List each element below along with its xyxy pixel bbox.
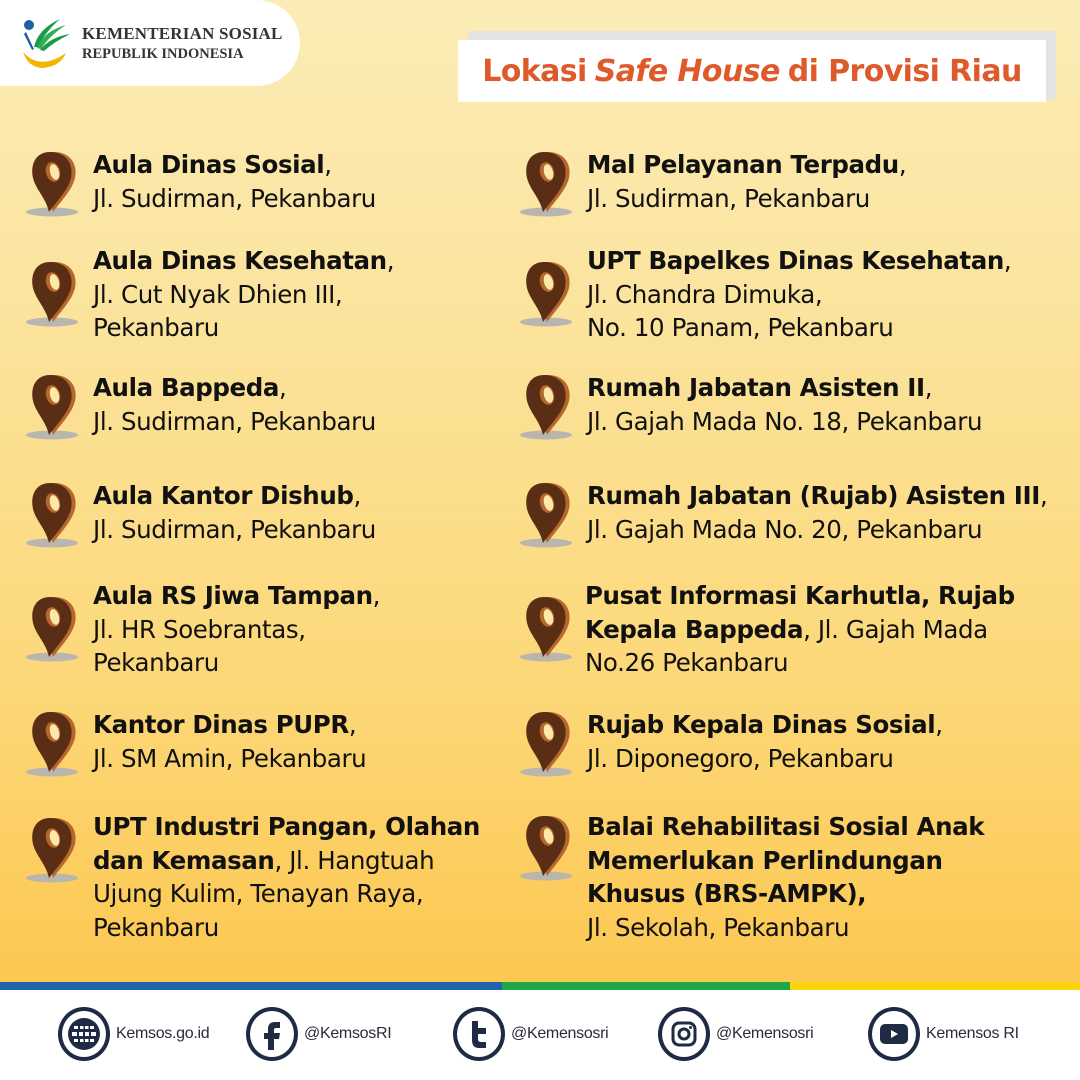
location-name: Aula Dinas Kesehatan [93, 246, 387, 275]
location-address: , Jl. Hangtuah [274, 845, 435, 875]
map-pin-icon [26, 258, 86, 330]
facebook-label: @KemsosRI [304, 1025, 392, 1042]
map-pin-icon [520, 371, 580, 443]
globe-icon [58, 1007, 110, 1061]
title-post: di Provisi Riau [787, 53, 1022, 89]
location-item: Rujab Kepala Dinas Sosial, Jl. Diponegoro, Pekanbaru [520, 708, 943, 780]
location-address: Pekanbaru [93, 912, 219, 942]
title-pre: Lokasi [482, 53, 587, 89]
location-address: Jl. Sudirman, Pekanbaru [93, 514, 376, 544]
location-address: Jl. SM Amin, Pekanbaru [93, 743, 367, 773]
location-item [520, 579, 1015, 680]
location-item [520, 810, 984, 944]
location-item: Aula Bappeda, Jl. Sudirman, Pekanbaru [26, 371, 376, 443]
kemensos-logo-icon [20, 15, 72, 71]
location-address: Ujung Kulim, Tenayan Raya, [93, 879, 424, 908]
location-item: Kantor Dinas PUPR, Jl. SM Amin, Pekanbaru [26, 708, 366, 780]
location-item: Rumah Jabatan (Rujab) Asisten III, Jl. Gajah Mada No. 20, Pekanbaru [520, 479, 1047, 551]
location-name: Rujab Kepala Dinas Sosial [587, 710, 936, 739]
location-name: UPT Industri Pangan, Olahan [93, 812, 480, 841]
map-pin-icon [26, 479, 86, 551]
map-pin-icon [520, 148, 580, 220]
org-country: REPUBLIK INDONESIA [82, 45, 244, 62]
location-name: dan Kemasan [93, 845, 275, 875]
location-item: Mal Pelayanan Terpadu, Jl. Sudirman, Pekanbaru [520, 148, 906, 220]
location-name: UPT Bapelkes Dinas Kesehatan [587, 246, 1004, 275]
youtube-label: Kemensos RI [926, 1025, 1019, 1042]
location-item: Aula RS Jiwa Tampan, Jl. HR Soebrantas, Pekanbaru [26, 579, 380, 680]
location-item: Aula Dinas Sosial, Jl. Sudirman, Pekanbaru [26, 148, 376, 220]
page-title [458, 40, 1046, 102]
location-item: Rumah Jabatan Asisten II, Jl. Gajah Mada No. 18, Pekanbaru [520, 371, 982, 443]
location-name: Kepala Bappeda [585, 614, 804, 644]
instagram-link[interactable] [658, 1007, 813, 1061]
location-address: No.26 Pekanbaru [585, 648, 789, 677]
map-pin-icon [520, 258, 580, 330]
location-item [26, 810, 480, 944]
location-address: Jl. Gajah Mada No. 18, Pekanbaru [587, 406, 983, 436]
stripe-green [502, 982, 790, 990]
map-pin-icon [520, 593, 580, 665]
map-pin-icon [26, 708, 86, 780]
location-name: Balai Rehabilitasi Sosial Anak [587, 812, 985, 841]
location-item: Aula Kantor Dishub, Jl. Sudirman, Pekanbaru [26, 479, 376, 551]
stripe-blue [0, 982, 502, 990]
location-address: Pekanbaru [93, 648, 219, 677]
location-address: Jl. Diponegoro, Pekanbaru [587, 743, 894, 773]
facebook-icon [246, 1007, 298, 1061]
location-name: Aula Kantor Dishub [93, 481, 354, 510]
location-item: Aula Dinas Kesehatan, Jl. Cut Nyak Dhien III, Pekanbaru [26, 244, 394, 345]
location-address: , Jl. Gajah Mada [803, 614, 988, 644]
location-item: UPT Bapelkes Dinas Kesehatan, Jl. Chandra Dimuka, No. 10 Panam, Pekanbaru [520, 244, 1011, 345]
instagram-icon [658, 1007, 710, 1061]
twitter-label: @Kemensosri [511, 1025, 609, 1042]
location-name: Kantor Dinas PUPR [93, 710, 349, 739]
location-address: Jl. Sudirman, Pekanbaru [587, 183, 870, 213]
youtube-link[interactable] [868, 1007, 1019, 1061]
location-name: Aula RS Jiwa Tampan [93, 581, 373, 610]
twitter-icon [453, 1007, 505, 1061]
ministry-logo-block [0, 0, 300, 86]
location-address: Jl. HR Soebrantas, [93, 614, 306, 644]
location-address: Jl. Sudirman, Pekanbaru [93, 183, 376, 213]
map-pin-icon [26, 148, 86, 220]
facebook-link[interactable] [246, 1007, 391, 1061]
location-address: Jl. Chandra Dimuka, [587, 279, 823, 309]
location-name: Rumah Jabatan Asisten II [587, 373, 925, 402]
map-pin-icon [520, 708, 580, 780]
org-name: KEMENTERIAN SOSIAL [82, 24, 283, 44]
stripe-yellow [790, 982, 1080, 990]
location-name: Pusat Informasi Karhutla, Rujab [585, 581, 1015, 610]
location-name: Khusus (BRS-AMPK), [587, 879, 867, 908]
location-address: Jl. Sekolah, Pekanbaru [587, 912, 850, 942]
location-name: Aula Bappeda [93, 373, 280, 402]
location-name: Memerlukan Perlindungan [587, 845, 943, 875]
website-link[interactable] [58, 1007, 209, 1061]
map-pin-icon [26, 593, 86, 665]
location-address: Jl. Gajah Mada No. 20, Pekanbaru [587, 514, 983, 544]
location-name: Mal Pelayanan Terpadu [587, 150, 899, 179]
website-label: Kemsos.go.id [116, 1025, 210, 1042]
location-address: Jl. Cut Nyak Dhien III, [93, 279, 343, 309]
twitter-link[interactable] [453, 1007, 608, 1061]
location-address: No. 10 Panam, Pekanbaru [587, 313, 894, 342]
map-pin-icon [26, 371, 86, 443]
map-pin-icon [520, 812, 580, 884]
youtube-icon [868, 1007, 920, 1061]
location-address: Pekanbaru [93, 313, 219, 342]
location-address: Jl. Sudirman, Pekanbaru [93, 406, 376, 436]
map-pin-icon [26, 814, 86, 886]
location-name: Aula Dinas Sosial [93, 150, 325, 179]
map-pin-icon [520, 479, 580, 551]
title-italic: Safe House [594, 53, 780, 89]
location-name: Rumah Jabatan (Rujab) Asisten III [587, 481, 1040, 510]
instagram-label: @Kemensosri [716, 1025, 814, 1042]
